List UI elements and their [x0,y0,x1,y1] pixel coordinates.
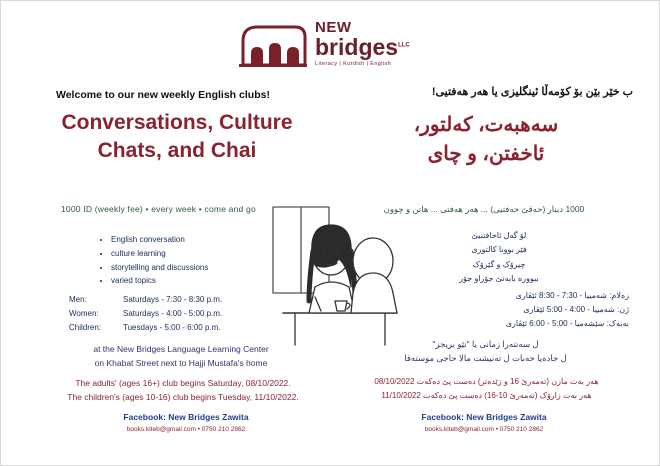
fee-english: 1000 ID (weekly fee) • every week • come and go [61,204,256,214]
logo-wordmark [315,20,410,68]
start-date-adults-kurdish: هەر بەت مازن (تەمەرێ 16 و زێدەتر) دەست پێ دەکەت 08/10/2022 [374,377,599,386]
start-dates-kurdish [334,375,639,404]
contact-kurdish[interactable]: books.kiteb@gmail.com • 0750 210 2862 [424,426,544,433]
bridge-arches-logo-icon [237,19,309,69]
title-line-2: Chats, and Chai [97,139,257,163]
facebook-kurdish[interactable]: Facebook: New Bridges Zawita [421,412,547,422]
start-dates-english [33,376,333,405]
address-line-1-kurdish: ل سەنتەرا زمانی یا "نێو بریجز" [432,339,539,349]
address-line-2-kurdish: ل جادەیا خەبات ل تەنیشت مالا حاجی موستەفا [404,353,567,364]
start-date-children: The children's (ages 10-16) club begins Tuesday, 11/10/2022. [67,392,299,403]
facebook-english[interactable]: Facebook: New Bridges Zawita [123,412,249,422]
schedule-group: Men: [69,295,87,304]
logo-new-text: NEW [315,19,352,37]
schedule-group: Children: [69,322,102,332]
schedule-time: Saturdays - 7:30 - 8:30 p.m. [123,295,223,304]
schedule-time: شەمییا - 7:30 - 8:30 ئێڤاری [515,291,607,300]
schedule-time: Tuesdays - 5:00 - 6:00 p.m. [123,322,221,332]
title-line-1-kurdish: سەهبەت، کەلتور، [413,114,559,136]
address-line-1: at the New Bridges Language Learning Center [93,344,269,354]
page-title-english [27,109,327,166]
logo-tm: LLC [398,42,410,49]
contact-english[interactable]: books.kiteb@gmail.com • 0750 210 2862 [126,426,246,433]
schedule-time: Saturdays - 4:00 - 5:00 p.m. [123,308,223,318]
list-item: فێر بوونا کالتوری [471,245,527,255]
title-line-1: Conversations, Culture [61,111,293,134]
topics-list-kurdish [419,229,579,287]
schedule-group: Women: [69,308,99,318]
logo-bridges-text: bridges$^{LLC}$ [315,34,410,61]
list-item: لۆ گەل ئاخافتنیێ [471,231,527,240]
list-item: ببوورە بابەتێ جۆراو جۆر [459,274,539,284]
start-date-adults: The adults' (ages 16+) club begins Saturday, 08/10/2022. [75,378,291,388]
welcome-kurdish: ب خێر بێن بۆ کۆمەڵا ئینگلیزی یا هەر هەفتیی! [431,86,633,98]
list-item: • English conversation [111,233,331,247]
new-bridges-logo [237,13,437,75]
schedule-time: شەمییا - 4:00 - 5:00 ئێڤاری [523,305,615,315]
list-item: چیرۆک و گێرۆک [472,259,526,269]
list-item: • culture learning [111,247,331,261]
two-people-at-table-illustration [269,201,409,351]
start-date-children-kurdish: هەر بەت زارۆک (تەمەرێ 10-16) دەست پێ دەکەت 11/10/2022 [381,391,592,401]
welcome-english: Welcome to our new weekly English clubs! [56,89,270,101]
schedule-group: زەلام: [609,291,629,300]
list-item: • storytelling and discussions [111,261,331,275]
title-line-2-kurdish: ئاخفتن، و چای [427,143,545,165]
list-item: • varied topics [111,274,331,288]
logo-tagline: Literacy | Kurdish | English [315,61,392,68]
fee-kurdish: 1000 دینار (حەقێ حەفتیی) ... هەر هەفتی ... هاتن و چوون [383,204,585,214]
address-line-2: on Khabat Street next to Hajji Mustafa's home [94,357,268,368]
page-title-kurdish [341,111,631,169]
schedule-group: ژن: [617,305,629,315]
schedule-group: بەبەک: [606,319,629,329]
schedule-time: سێشەمیا - 5:00 - 6:00 ئێڤاری [505,319,605,329]
